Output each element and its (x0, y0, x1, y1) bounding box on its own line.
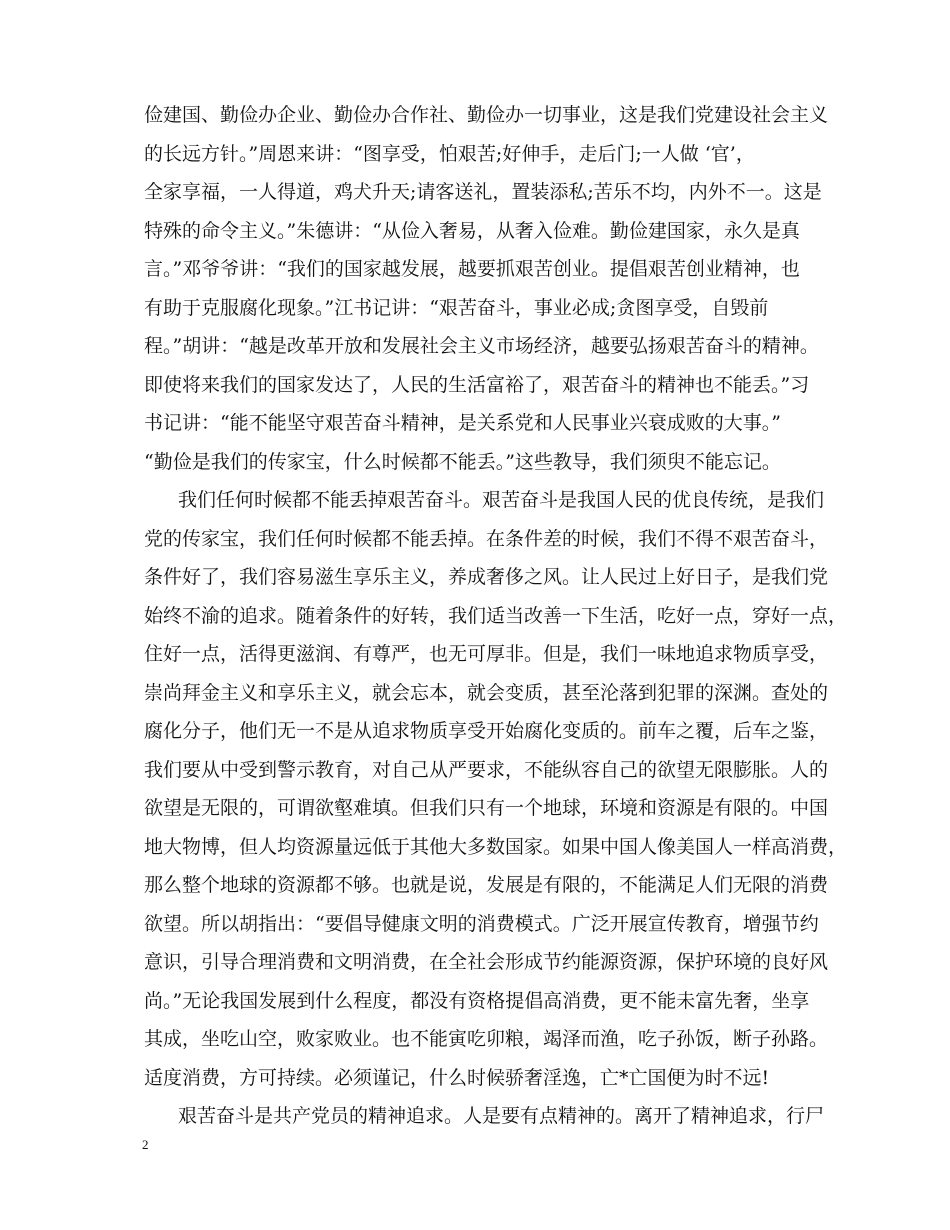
text-line: 崇尚拜金主义和享乐主义，就会忘本，就会变质，甚至沦落到犯罪的深渊。查处的 (144, 681, 829, 704)
text-line: 那么整个地球的资源都不够。也就是说，发展是有限的，不能满足人们无限的消费 (144, 874, 829, 896)
text-line: 住好一点，活得更滋润、有尊严，也无可厚非。但是，我们一味地追求物质享受， (144, 643, 829, 665)
paragraph-first-line: 艰苦奋斗是共产党员的精神追求。人是要有点精神的。离开了精神追求，行尸 (178, 1105, 825, 1127)
text-line: 言。”邓爷爷讲：“我们的国家越发展，越要抓艰苦创业。提倡艰苦创业精神，也 (144, 258, 800, 280)
text-line: 其成，坐吃山空，败家败业。也不能寅吃卯粮，竭泽而渔，吃子孙饭，断子孙路。 (144, 1028, 829, 1050)
text-line: 欲望。所以胡指出：“要倡导健康文明的消费模式。广泛开展宣传教育，增强节约 (144, 912, 819, 935)
text-line: 的长远方针。”周恩来讲：“图享受，怕艰苦;好伸手，走后门;一人做 ‘官’， (144, 142, 755, 165)
text-line: 党的传家宝，我们任何时候都不能丢掉。在条件差的时候，我们不得不艰苦奋斗， (144, 527, 829, 550)
text-line: 尚。”无论我国发展到什么程度，都没有资格提倡高消费，更不能未富先奢，坐享 (144, 989, 810, 1012)
text-line: 腐化分子，他们无一不是从追求物质享受开始腐化变质的。前车之覆，后车之鉴， (144, 720, 829, 742)
text-line: 我们要从中受到警示教育，对自己从严要求，不能纵容自己的欲望无限膨胀。人的 (144, 758, 829, 781)
page-number: 2 (142, 1137, 149, 1152)
text-line: 有助于克服腐化现象。”江书记讲：“艰苦奋斗，事业必成;贪图享受，自毁前 (144, 296, 769, 319)
text-line: “勤俭是我们的传家宝，什么时候都不能丢。”这些教导，我们须臾不能忘记。 (144, 450, 781, 473)
paragraph-first-line: 我们任何时候都不能丢掉艰苦奋斗。艰苦奋斗是我国人民的优良传统，是我们 (178, 489, 825, 511)
text-line: 书记讲：“能不能坚守艰苦奋斗精神，是关系党和人民事业兴衰成败的大事。” (144, 412, 781, 434)
text-line: 程。”胡讲：“越是改革开放和发展社会主义市场经济，越要弘扬艰苦奋斗的精神。 (144, 335, 819, 357)
text-line: 特殊的命令主义。”朱德讲：“从俭入奢易，从奢入俭难。勤俭建国家，永久是真 (144, 219, 800, 242)
text-line: 全家享福，一人得道，鸡犬升天;请客送礼，置装添私;苦乐不均，内外不一。这是 (144, 181, 822, 203)
text-line: 即使将来我们的国家发达了，人民的生活富裕了，艰苦奋斗的精神也不能丢。”习 (144, 373, 810, 396)
text-line: 地大物博，但人均资源量远低于其他大多数国家。如果中国人像美国人一样高消费， (144, 835, 848, 858)
text-line: 欲望是无限的，可谓欲壑难填。但我们只有一个地球，环境和资源是有限的。中国 (144, 797, 829, 819)
text-line: 俭建国、勤俭办企业、勤俭办合作社、勤俭办一切事业，这是我们党建设社会主义 (144, 104, 829, 126)
document-body (144, 96, 848, 1136)
text-line: 意识，引导合理消费和文明消费，在全社会形成节约能源资源，保护环境的良好风 (144, 951, 829, 973)
text-line: 始终不渝的追求。随着条件的好转，我们适当改善一下生活，吃好一点，穿好一点， (144, 604, 848, 627)
text-line: 条件好了，我们容易滋生享乐主义，养成奢侈之风。让人民过上好日子，是我们党 (144, 566, 829, 588)
text-line: 适度消费，方可持续。必须谨记，什么时候骄奢淫逸，亡*亡国便为时不远! (144, 1066, 770, 1089)
